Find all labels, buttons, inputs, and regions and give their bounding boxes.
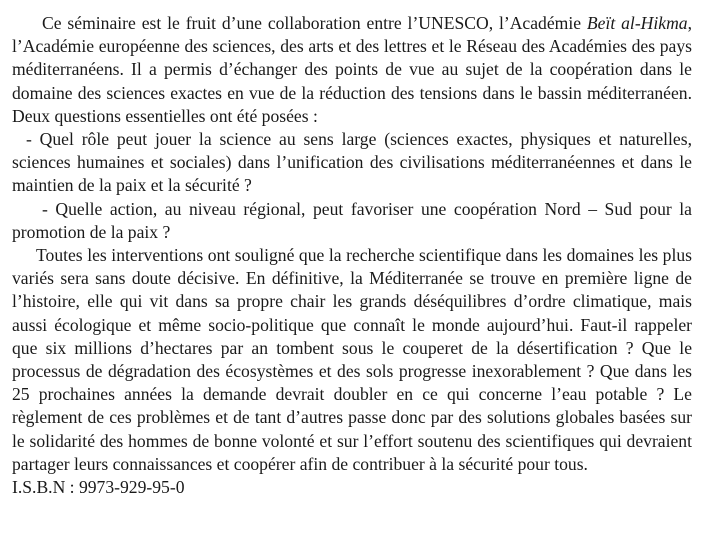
academy-name: Beït al-Hikma <box>586 13 688 33</box>
intro-text-rest: , l’Académie européenne des sciences, des arts et des lettres et le Réseau des Académies des pays méditerranéens. Il a permis d’échanger des points de vue au sujet de la coopération dans le domaine des sciences exactes en vue de la réduction des tensions dans le bassin méditerranéen. Deux questions essentielles ont été posées : <box>12 13 692 126</box>
intro-text: Ce séminaire est le fruit d’une collaboration entre l’UNESCO, l’Académie <box>42 13 587 33</box>
question-1: - Quel rôle peut jouer la science au sens large (sciences exactes, physiques et naturelles, sciences humaines et sociales) dans l’unification des civilisations méditerranéennes et dans le maintien de la paix et la sécurité ? <box>12 129 692 196</box>
isbn-line: I.S.B.N : 9973-929-95-0 <box>12 477 185 498</box>
question-2: - Quelle action, au niveau régional, peut favoriser une coopération Nord – Sud pour la promotion de la paix ? <box>12 198 692 242</box>
intro-paragraph <box>12 12 692 128</box>
body-paragraph: Toutes les interventions ont souligné que la recherche scientifique dans les domaines les plus variés sera sans doute décisive. En définitive, la Méditerranée se trouve en première ligne de l’histoire, elle qui vit dans sa propre chair les grands déséquilibres d’ordre climatique, mais aussi écologique et même socio-politique que connaît le monde aujourd’hui. Faut-il rappeler que six millions d’hectares par an tombent sous le couperet de la désertification ? Que le processus de dégradation des écosystèmes et des sols progresse inexorablement ? Que dans les 25 prochaines années la demande devrait doubler en ce qui concerne l’eau potable ? Le règlement de ces problèmes et de tant d’autres passe donc par des solutions globales basées sur le solidarité des hommes de bonne volonté et sur l’effort soutenu des scientifiques qui devraient partager leurs connaissances et coopérer afin de contribuer à la sécurité pour tous. <box>12 245 692 474</box>
